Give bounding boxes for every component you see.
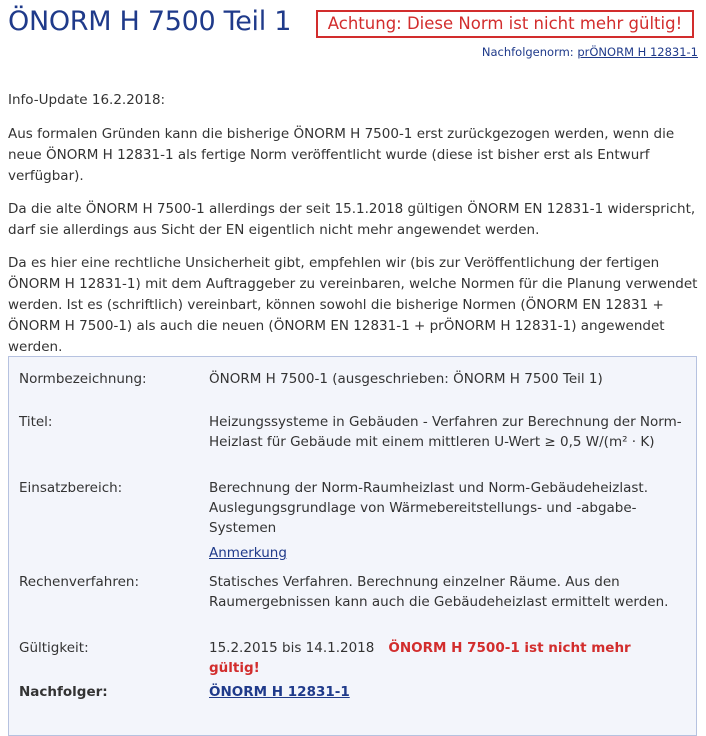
- detail-label: Nachfolger:: [19, 684, 108, 700]
- scope-line: Berechnung der Norm-Raumheizlast und Norm-Gebäudeheizlast.: [209, 480, 648, 496]
- successor-norm-line: [482, 45, 698, 59]
- detail-label: Normbezeichnung:: [19, 371, 147, 387]
- detail-value: [209, 682, 686, 702]
- info-paragraph: Da die alte ÖNORM H 7500-1 allerdings der seit 15.1.2018 gültigen ÖNORM EN 12831-1 widerspricht, darf sie allerdings aus Sicht der EN eigentlich nicht mehr angewendet werden.: [8, 201, 696, 238]
- info-paragraph: Aus formalen Gründen kann die bisherige ÖNORM H 7500-1 erst zurückgezogen werden, wenn die neue ÖNORM H 12831-1 als fertige Norm veröffentlicht wurde (diese ist bisher erst als Entwurf verfügbar).: [8, 126, 675, 184]
- scope-line: Auslegungsgrundlage von Wärmebereitstellungs- und -abgabe-Systemen: [209, 500, 637, 536]
- successor-norm-prefix: Nachfolgenorm:: [481, 45, 578, 59]
- info-update-date: Info-Update 16.2.2018:: [8, 92, 166, 108]
- norm-details-box: [8, 356, 697, 736]
- info-paragraph: Da es hier eine rechtliche Unsicherheit gibt, empfehlen wir (bis zur Veröffentlichung der fertigen ÖNORM H 12831-1) mit dem Auftraggeber zu vereinbaren, welche Normen für die Planung verwendet werden. Ist es (schriftlich) vereinbart, können sowohl die bisherige Normen (ÖNORM EN 12831 + ÖNORM H 7500-1) als auch die neuen (ÖNORM EN 12831-1 + prÖNORM H 12831-1) angewendet werden.: [8, 255, 698, 355]
- detail-label: Rechenverfahren:: [19, 574, 140, 590]
- info-update-section: [8, 90, 698, 370]
- invalid-norm-warning: Achtung: Diese Norm ist nicht mehr gültig!: [316, 10, 694, 38]
- detail-label: Gültigkeit:: [19, 640, 89, 656]
- validity-period: 15.2.2015 bis 14.1.2018: [209, 640, 375, 656]
- validity-notice: ÖNORM H 7500-1 ist nicht mehr gültig!: [209, 640, 631, 676]
- detail-value: ÖNORM H 7500-1 (ausgeschrieben: ÖNORM H 7500 Teil 1): [209, 371, 603, 387]
- detail-value: [209, 478, 686, 563]
- successor-link[interactable]: ÖNORM H 12831-1: [209, 684, 350, 700]
- detail-value: [209, 638, 686, 678]
- successor-norm-link[interactable]: prÖNORM H 12831-1: [577, 45, 698, 59]
- detail-label: Titel:: [19, 414, 53, 430]
- detail-value: Heizungssysteme in Gebäuden - Verfahren zur Berechnung der Norm-Heizlast für Gebäude mit einem mittleren U-Wert ≥ 0,5 W/(m² · K): [209, 414, 682, 450]
- page-title: ÖNORM H 7500 Teil 1: [8, 6, 292, 37]
- detail-label: Einsatzbereich:: [19, 480, 123, 496]
- detail-value: Statisches Verfahren. Berechnung einzelner Räume. Aus den Raumergebnissen kann auch die Gebäudeheizlast ermittelt werden.: [209, 574, 669, 610]
- note-link[interactable]: Anmerkung: [209, 545, 287, 561]
